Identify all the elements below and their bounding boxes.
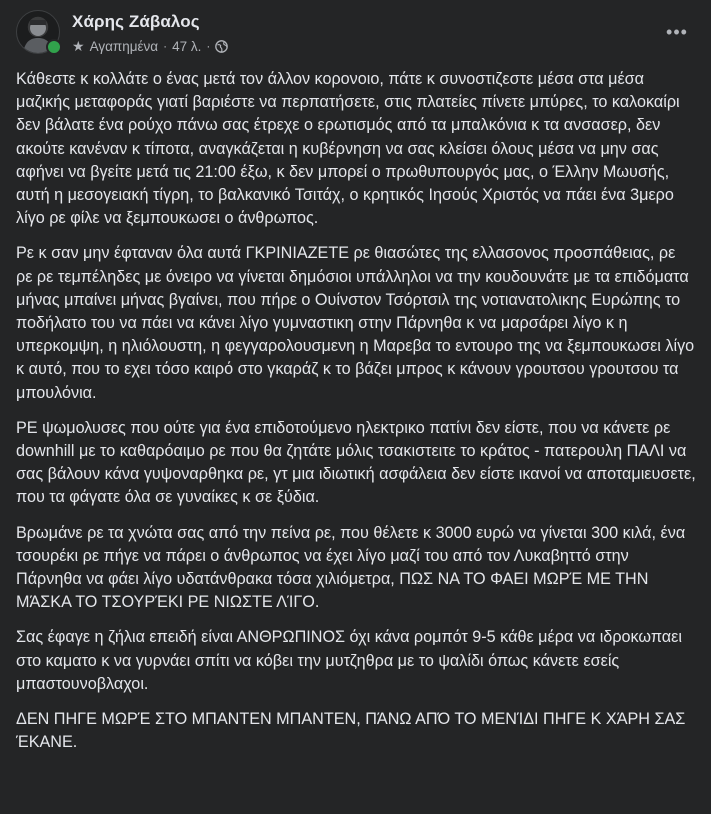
online-status-dot <box>46 39 62 55</box>
more-options-icon[interactable]: ••• <box>666 21 688 42</box>
post-paragraph: ΔΕΝ ΠΗΓΕ ΜΩΡΈ ΣΤΟ ΜΠΑΝΤΕΝ ΜΠΑΝΤΕΝ, ΠΆΝΩ ΑΠΌ ΤΟ ΜΕΝΊΔΙ ΠΗΓΕ Κ ΧΆΡΗ ΣΑΣ ΈΚΑΝΕ. <box>16 710 686 752</box>
post-paragraph: Βρωμάνε ρε τα χνώτα σας από την πείνα ρε, που θέλετε κ 3000 ευρώ να γίνεται 300 κιλά, ένα τσουρέκι ρε πήγε να πάρει ο άνθρωπος να έχει λίγο μαζί του από τον Λυκαβηττό στην Πάρνηθα να φάει λίγο υδατάνθρακα τόσα χιλιόμετρα, ΠΩΣ ΝΑ ΤΟ ΦΑΕΙ ΜΩΡΈ ΜΕ ΤΗΝ ΜΆΣΚΑ ΤΟ ΤΣΟΥΡΈΚΙ ΡΕ ΝΙΩΣΤΕ ΛΊΓΟ. <box>16 523 686 612</box>
post-paragraph: Ρε κ σαν μην έφταναν όλα αυτά ΓΚΡΙΝΙΑΖΕΤΕ ρε θιασώτες της ελλασονος προσπάθειας, ρε ρε ρε τεμπέληδες με όνειρο να γίνεται δημόσιοι υπάλληλοι να την κουδουνάτε με τα επιδόματα μήνας μπαίνει μήνας βγαίνει, που πήρε ο Ουίνστον Τσόρτσιλ της νοτιανατολικης Ευρώπης το ποδήλατο του να πάει να κάνει λίγο γυμναστικη στην Πάρνηθα κ να μαρσάρει λίγο κ η υπερκομψη, η ηλιόλουστη, η φεγγαρολουσμενη η Μαρεβα το εντουρο της να ξεμπουκωσει λίγο κ αυτό, που το εχει τόσο καιρό στο γκαράζ κ το βάζει μπρος κ κάνουν γρουτσου γρουτσου τα μπουλόνια. <box>16 244 695 402</box>
audience-label[interactable]: Αγαπημένα <box>89 38 159 54</box>
meta-separator: · <box>163 39 168 53</box>
post-paragraph: Κάθεστε κ κολλάτε ο ένας μετά τον άλλον κορονοιο, πάτε κ συνοστιζεστε μέσα στα μέσα μαζικής μεταφοράς γιατί βαριέστε να περπατήσετε, στις πλατείες πίνετε μπύρες, το καλοκαίρι δεν βάλατε ένα ρούχο πάνω σας έτρεχε ο ερωτισμός από τα μπαλκόνια κ τα ανσασερ, δεν ακούτε κανέναν κ τίποτα, αναγκάζεται η κυβέρνηση να σας κλείσει όλους μέσα να μην σας αφήνει να βγείτε μετά τις 21:00 έξω, κ δεν μπορεί ο πρωθυπουργός μας, ο Έλλην Μωυσής, αυτή η μεσογειακή τίγρη, το βαλκανικό Τσιτάχ, ο κρητικός Ιησούς Χριστός να πάει ένα 3μερο λίγο ρε φίλε να ξεμπουκωσει ο άνθρωπος. <box>16 70 680 228</box>
post-header <box>16 10 695 62</box>
globe-icon[interactable] <box>215 40 228 53</box>
post-paragraph: ΡΕ ψωμολυσες που ούτε για ένα επιδοτούμενο ηλεκτρικο πατίνι δεν είστε, που να κάνετε ρε downhill με το καθαρόαιμο ρε που θα ζητάτε μόλις τσακιστειτε το κράτος - πατερουλη ΠΑΛΙ να σας βάλουν κάνα γυψοναρθηκα ρε, γτ μια ιδιωτική ασφάλεια δεν είστε ικανοί να αποταμιευσετε, που τα φάγατε όλα σε γυναίκες κ σε ξύδια. <box>16 418 696 507</box>
meta-separator-2: · <box>206 39 211 53</box>
author-avatar-link[interactable] <box>16 10 60 54</box>
post-paragraph: Σας έφαγε η ζήλια επειδή είναι ΑΝΘΡΩΠΙΝΟΣ όχι κάνα ρομπότ 9-5 κάθε μέρα να ιδροκωπαει στο καματο κ να γυρνάει σπίτι να κόβει την μυτζηθρα με το ψαλίδι όπως κάνετε εσείς μπαστουνοβλαχοι. <box>16 628 682 693</box>
post-meta <box>72 37 228 55</box>
post-body <box>16 68 696 766</box>
post-timestamp[interactable]: 47 λ. <box>172 38 202 54</box>
star-icon: ★ <box>72 38 85 54</box>
author-name[interactable]: Χάρης Ζάβαλος <box>72 12 200 31</box>
